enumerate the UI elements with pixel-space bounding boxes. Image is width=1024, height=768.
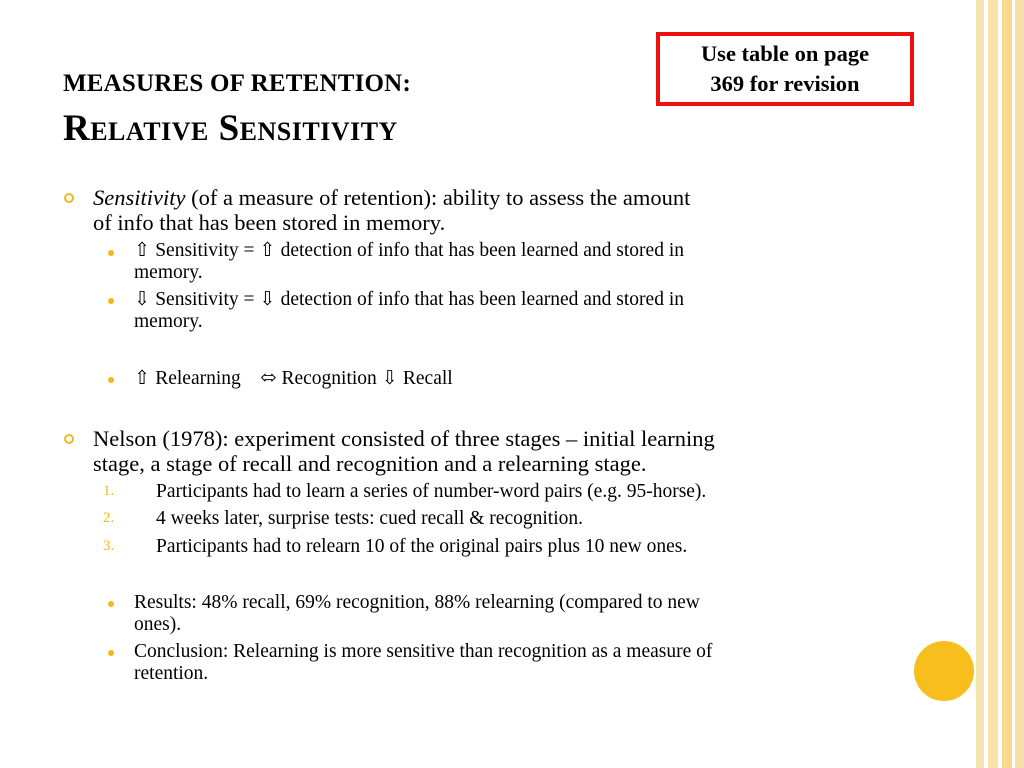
note-line-1: Use table on page	[700, 41, 870, 66]
dot-bullet-icon	[108, 298, 114, 304]
note-line-2: 369 for revision	[710, 71, 860, 96]
term-sensitivity: Sensitivity	[93, 185, 186, 210]
bullet-sensitivity-line1	[93, 185, 690, 210]
revision-note-box	[656, 32, 914, 106]
bullet-nelson-line2: stage, a stage of recall and recognition and a relearning stage.	[93, 451, 647, 476]
sensitivity-definition: (of a measure of retention): ability to assess the amount	[185, 185, 691, 210]
step-number: 1.	[103, 483, 115, 499]
step-number: 3.	[103, 538, 115, 554]
sub-bullet-text: ⇧ Sensitivity = ⇧ detection of info that has been learned and stored in	[134, 240, 684, 261]
sub-bullet-text: memory.	[134, 311, 203, 332]
dot-bullet-icon	[108, 250, 114, 256]
bullet-sensitivity-line2: of info that has been stored in memory.	[93, 210, 446, 235]
stripe	[988, 0, 998, 768]
dot-bullet-icon	[108, 650, 114, 656]
slide-title: Relative Sensitivity	[63, 108, 398, 149]
step-number: 2.	[103, 510, 115, 526]
step-text: 4 weeks later, surprise tests: cued recall & recognition.	[156, 508, 583, 529]
results-text: ones).	[134, 614, 182, 635]
conclusion-text: Conclusion: Relearning is more sensitive than recognition as a measure of	[134, 641, 713, 662]
stripe	[1002, 0, 1012, 768]
step-text: Participants had to learn a series of number-word pairs (e.g. 95-horse).	[156, 481, 707, 502]
sub-bullet-text: ⇩ Sensitivity = ⇩ detection of info that has been learned and stored in	[134, 289, 684, 310]
slide-subtitle: MEASURES OF RETENTION:	[63, 70, 411, 97]
bullet-nelson-line1: Nelson (1978): experiment consisted of three stages – initial learning	[93, 426, 715, 451]
decorative-circle	[914, 641, 974, 701]
ring-bullet-icon	[64, 193, 74, 203]
results-text: Results: 48% recall, 69% recognition, 88% relearning (compared to new	[134, 592, 700, 613]
sub-bullet-text: memory.	[134, 262, 203, 283]
stripe	[976, 0, 984, 768]
dot-bullet-icon	[108, 601, 114, 607]
step-text: Participants had to relearn 10 of the original pairs plus 10 new ones.	[156, 536, 688, 557]
stripe	[1015, 0, 1024, 768]
conclusion-text: retention.	[134, 663, 209, 684]
sub-bullet-text: ⇧ Relearning ⬄ Recognition ⇩ Recall	[134, 368, 453, 389]
decorative-stripes	[976, 0, 1024, 768]
dot-bullet-icon	[108, 377, 114, 383]
ring-bullet-icon	[64, 434, 74, 444]
